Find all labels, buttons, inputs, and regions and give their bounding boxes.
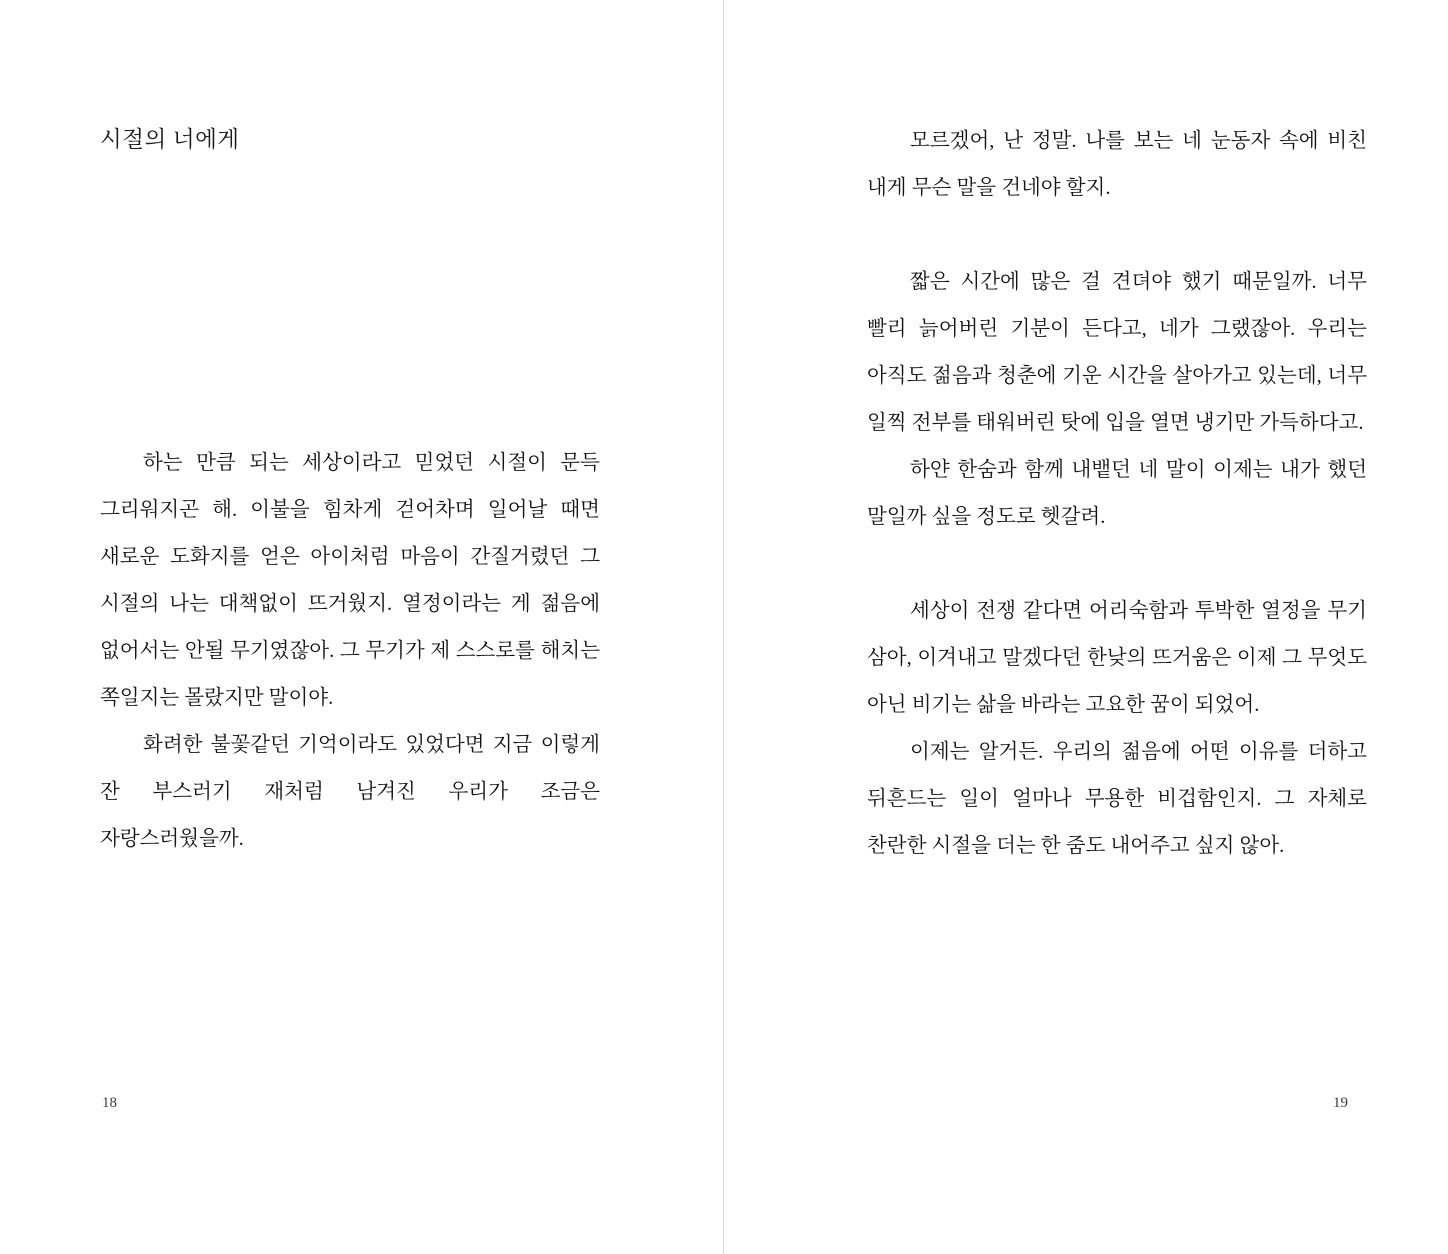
- chapter-title: 시절의 너에게: [100, 127, 240, 152]
- left-page-content: [100, 0, 600, 863]
- right-page-body: [867, 118, 1367, 870]
- paragraph: 화려한 불꽃같던 기억이라도 있었다면 지금 이렇게 잔 부스러기 재처럼 남겨진 우리가 조금은 자랑스러웠을까.: [100, 734, 600, 850]
- paragraph: 모르겠어, 난 정말. 나를 보는 네 눈동자 속에 비친 내게 무슨 말을 건네야 할지.: [867, 130, 1367, 199]
- paragraph: 세상이 전쟁 같다면 어리숙함과 투박한 열정을 무기 삼아, 이겨내고 말겠다던 한낮의 뜨거움은 이제 그 무엇도 아닌 비기는 삶을 바라는 고요한 꿈이 되었어.: [867, 600, 1367, 716]
- paragraph: 하얀 한숨과 함께 내뱉던 네 말이 이제는 내가 했던 말일까 싶을 정도로 헷갈려.: [867, 459, 1367, 528]
- left-page-body: [100, 440, 600, 863]
- paragraph: 짧은 시간에 많은 걸 견뎌야 했기 때문일까. 너무 빨리 늙어버린 기분이 든다고, 네가 그랬잖아. 우리는 아직도 젊음과 청춘에 기운 시간을 살아가고 있는데, 너무 일찍 전부를 태워버린 탓에 입을 열면 냉기만 가득하다고.: [867, 271, 1367, 434]
- paragraph: 이제는 알거든. 우리의 젊음에 어떤 이유를 더하고 뒤흔드는 일이 얼마나 무용한 비겁함인지. 그 자체로 찬란한 시절을 더는 한 줌도 내어주고 싶지 않아.: [867, 741, 1367, 857]
- right-page-content: [867, 0, 1367, 870]
- page-number-right: 19: [1333, 1095, 1348, 1111]
- page-number-left: 18: [102, 1095, 117, 1111]
- page-right: [724, 0, 1448, 1254]
- paragraph: 하는 만큼 되는 세상이라고 믿었던 시절이 문득 그리워지곤 해. 이불을 힘차게 걷어차며 일어날 때면 새로운 도화지를 얻은 아이처럼 마음이 간질거렸던 그 시절의 나는 대책없이 뜨거웠지. 열정이라는 게 젊음에 없어서는 안될 무기였잖아. 그 무기가 제 스스로를 해치는 쪽일지는 몰랐지만 말이야.: [100, 452, 600, 709]
